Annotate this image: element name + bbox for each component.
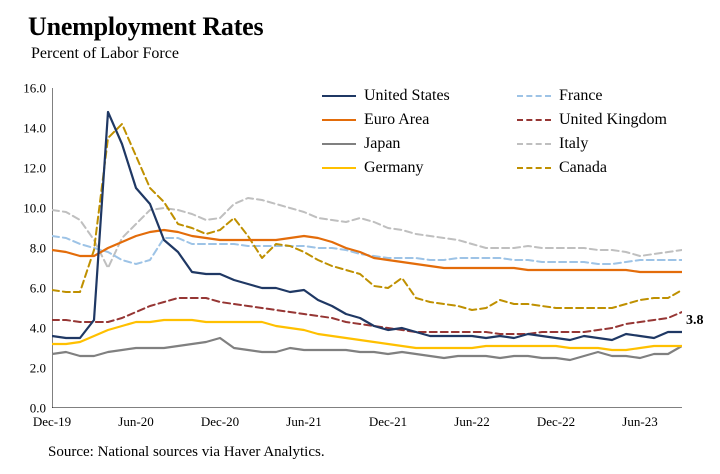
legend-swatch-icon (517, 95, 551, 97)
legend-label: United Kingdom (559, 111, 667, 128)
y-axis-tick-label: 12.0 (23, 160, 46, 176)
legend-item-united-states[interactable] (322, 87, 517, 105)
legend-item-japan[interactable] (322, 135, 517, 153)
x-axis-tick-label: Dec-20 (200, 414, 240, 429)
legend-item-italy[interactable] (517, 135, 682, 153)
legend-swatch-icon (517, 119, 551, 121)
legend-swatch-icon (322, 143, 356, 145)
legend-label: Germany (364, 159, 424, 176)
y-axis-tick-label: 6.0 (29, 280, 46, 296)
legend-item-united-kingdom[interactable] (517, 111, 682, 129)
series-line-france (52, 236, 682, 264)
legend-item-germany[interactable] (322, 159, 517, 177)
y-axis-tick-label: 14.0 (23, 120, 46, 136)
legend-label: Italy (559, 135, 589, 152)
legend-label: Japan (364, 135, 401, 152)
legend-swatch-icon (517, 167, 551, 169)
chart-subtitle: Percent of Labor Force (31, 45, 179, 62)
page-title: Unemployment Rates (28, 12, 264, 41)
legend-item-euro-area[interactable] (322, 111, 517, 129)
chart-legend (322, 84, 682, 180)
y-axis-tick-label: 0.0 (29, 400, 46, 416)
y-axis-tick-label: 8.0 (29, 240, 46, 256)
endpoint-value-label: 3.8 (686, 313, 704, 328)
legend-item-canada[interactable] (517, 159, 682, 177)
y-axis-tick-label: 16.0 (23, 80, 46, 96)
x-axis-tick-label: Jun-22 (454, 414, 490, 429)
series-line-euro-area (52, 230, 682, 272)
x-axis-tick-label: Dec-19 (32, 414, 72, 429)
x-axis-tick-label: Jun-23 (622, 414, 658, 429)
source-note: Source: National sources via Haver Analytics. (48, 444, 325, 460)
legend-item-france[interactable] (517, 87, 682, 105)
legend-label: United States (364, 87, 450, 104)
x-axis-tick-label: Dec-21 (368, 414, 408, 429)
legend-label: Canada (559, 159, 607, 176)
y-axis-tick-label: 2.0 (29, 360, 46, 376)
legend-label: France (559, 87, 603, 104)
series-line-united-kingdom (52, 298, 682, 334)
x-axis-tick-label: Jun-21 (286, 414, 322, 429)
legend-swatch-icon (517, 143, 551, 145)
legend-swatch-icon (322, 119, 356, 121)
y-axis-tick-label: 10.0 (23, 200, 46, 216)
x-axis-tick-label: Jun-20 (118, 414, 154, 429)
legend-swatch-icon (322, 95, 356, 97)
legend-label: Euro Area (364, 111, 430, 128)
legend-swatch-icon (322, 167, 356, 169)
y-axis-tick-label: 4.0 (29, 320, 46, 336)
x-axis-tick-label: Dec-22 (536, 414, 576, 429)
